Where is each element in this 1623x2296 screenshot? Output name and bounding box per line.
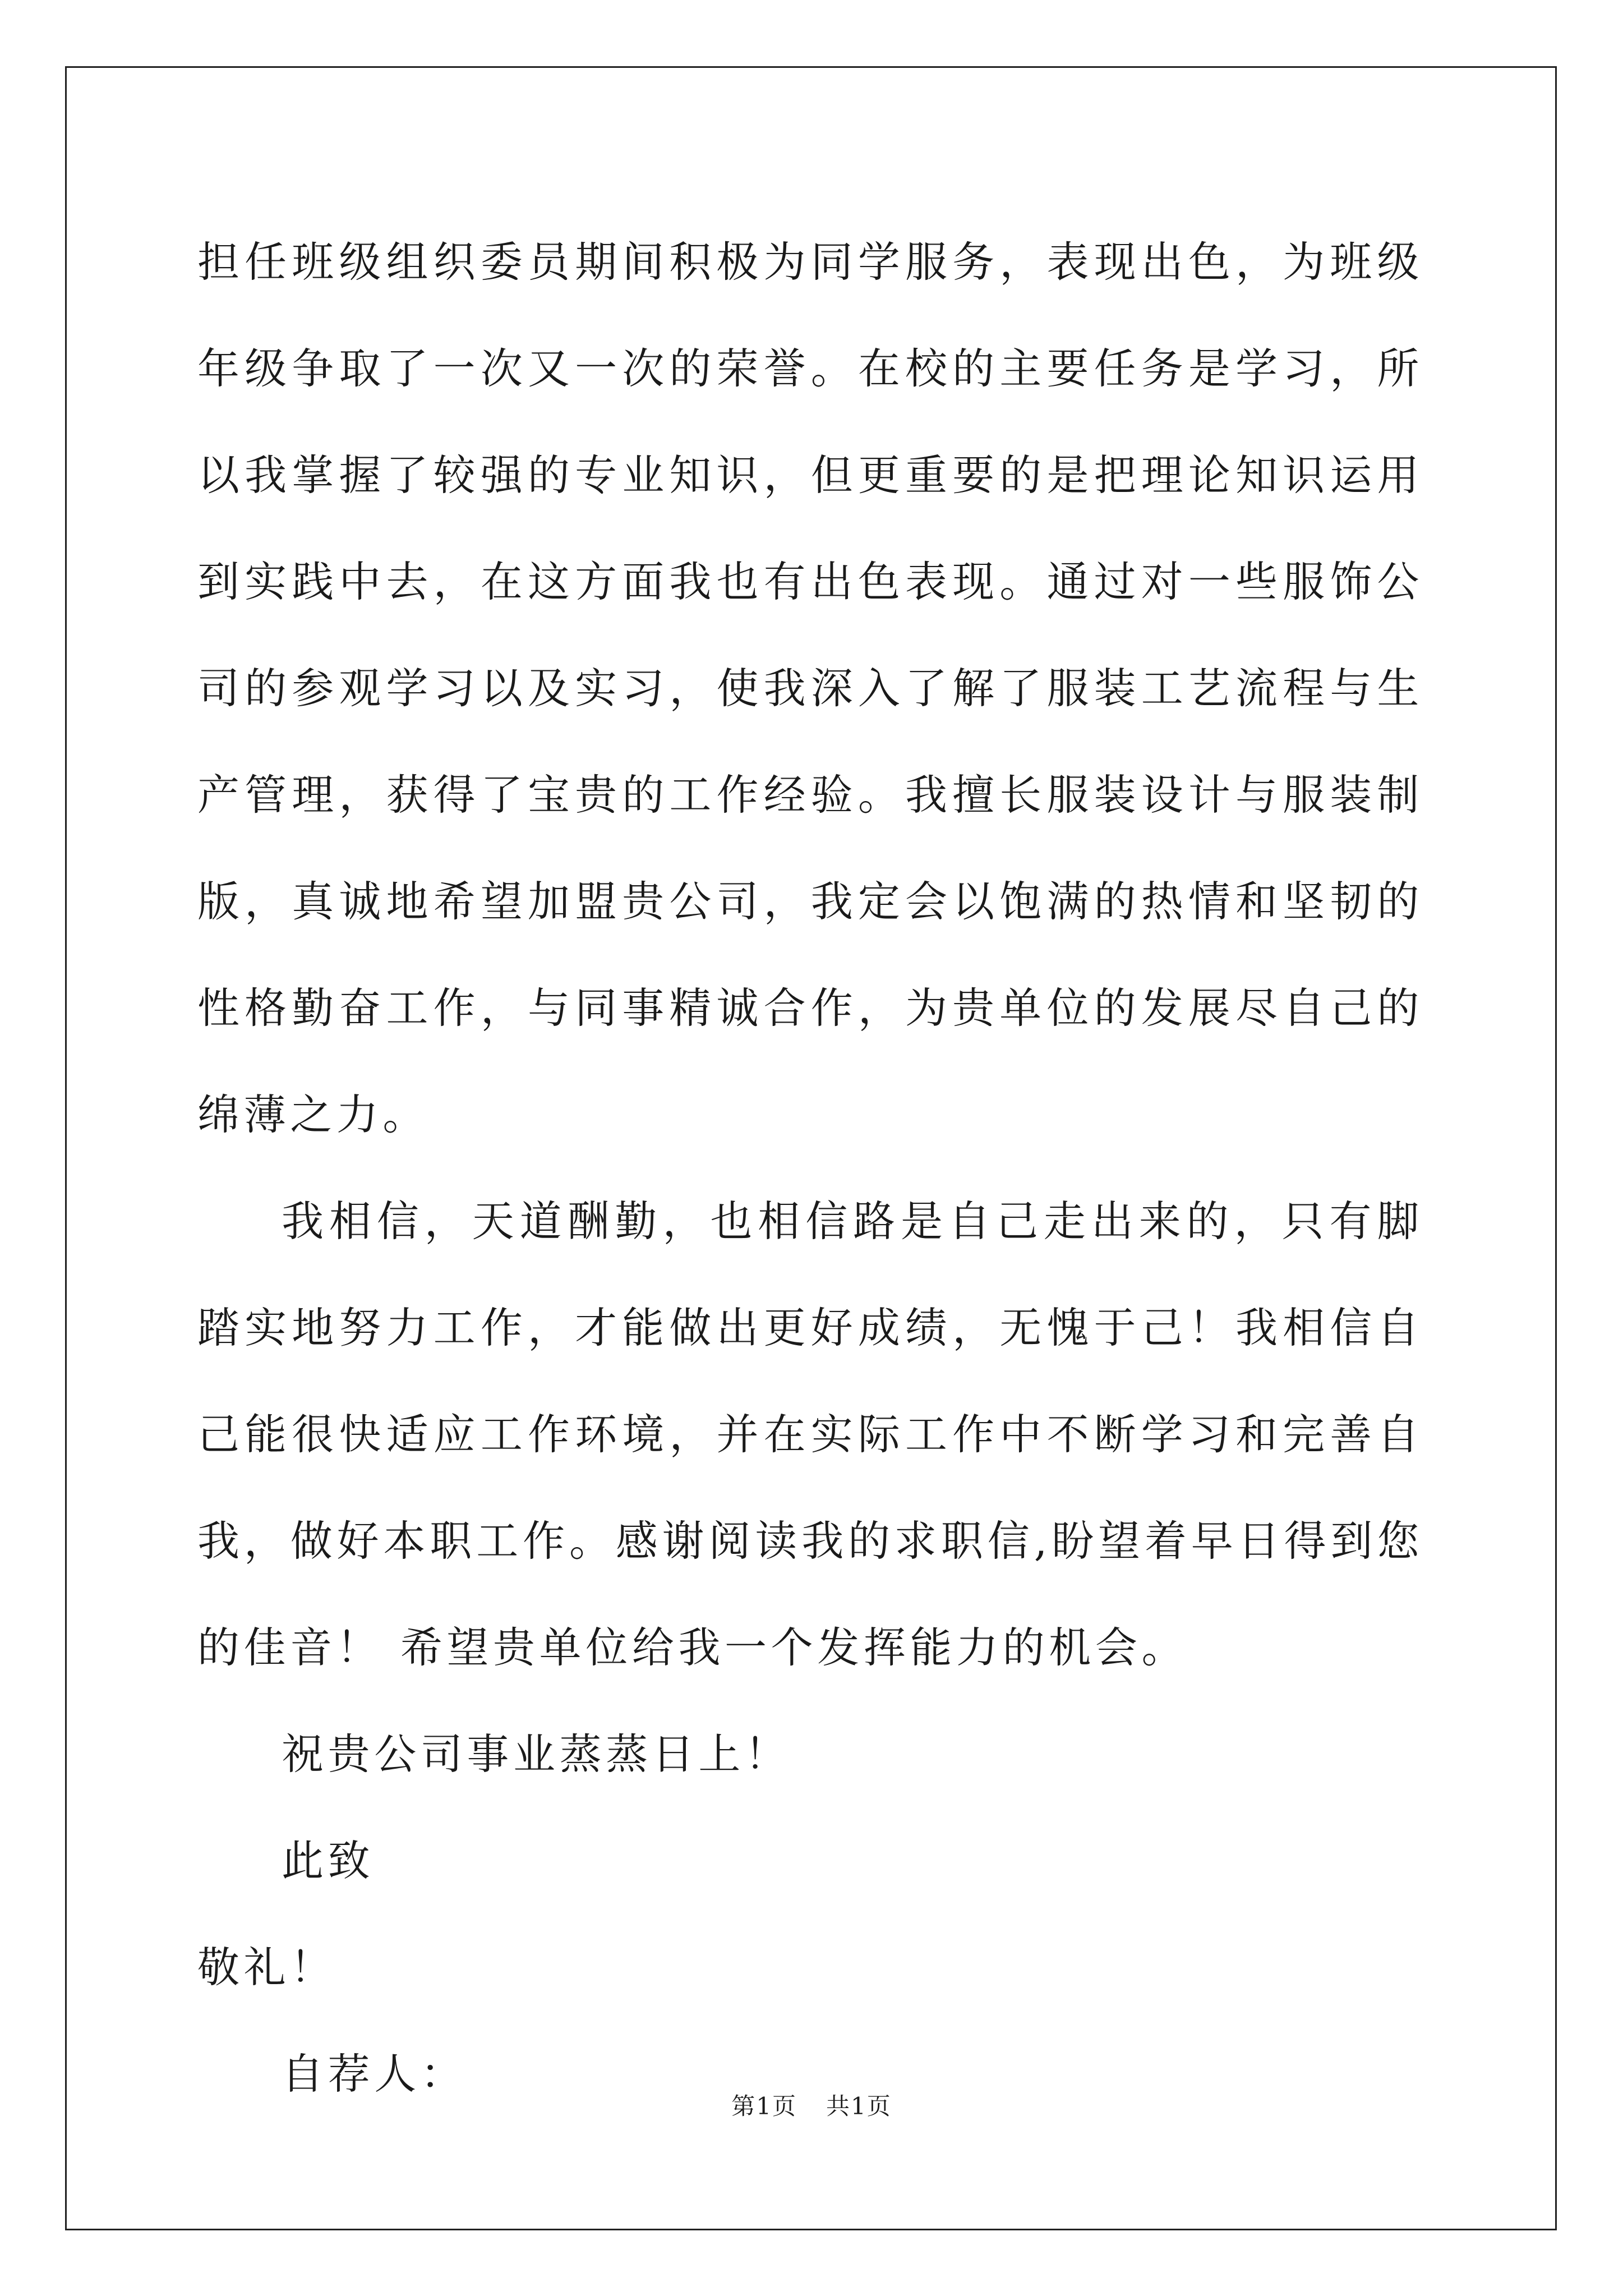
closing-wish: 祝贵公司事业蒸蒸日上！ (282, 1729, 791, 1779)
closing-regards: 敬礼！ (197, 1943, 336, 1992)
body-paragraph-2: 我相信，天道酬勤，也相信路是自己走出来的，只有脚踏实地努力工作，才能做出更好成绩，无愧于己！我相信自己能很快适应工作环境，并在实际工作中不断学习和完善自我，做好本职工作。感谢阅读我的求职信,盼望着早日得到您的佳音！ 希望贵单位给我一个发挥能力的机会。 (197, 1197, 1423, 1672)
page-total: 共1页 (826, 2092, 892, 2120)
signature-label: 自荐人： (282, 2049, 467, 2099)
letter-body (197, 209, 1423, 2127)
closing-salutation: 此致 (282, 1836, 375, 1885)
page-number: 第1页 (731, 2092, 797, 2120)
page-footer (0, 2090, 1623, 2123)
body-paragraph-1: 担任班级组织委员期间积极为同学服务，表现出色，为班级年级争取了一次又一次的荣誉。在校的主要任务是学习，所以我掌握了较强的专业知识，但更重要的是把理论知识运用到实践中去，在这方面我也有出色表现。通过对一些服饰公司的参观学习以及实习，使我深入了解了服装工艺流程与生产管理，获得了宝贵的工作经验。我擅长服装设计与服装制版，真诚地希望加盟贵公司，我定会以饱满的热情和坚韧的性格勤奋工作，与同事精诚合作，为贵单位的发展尽自己的绵薄之力。 (197, 237, 1423, 1139)
